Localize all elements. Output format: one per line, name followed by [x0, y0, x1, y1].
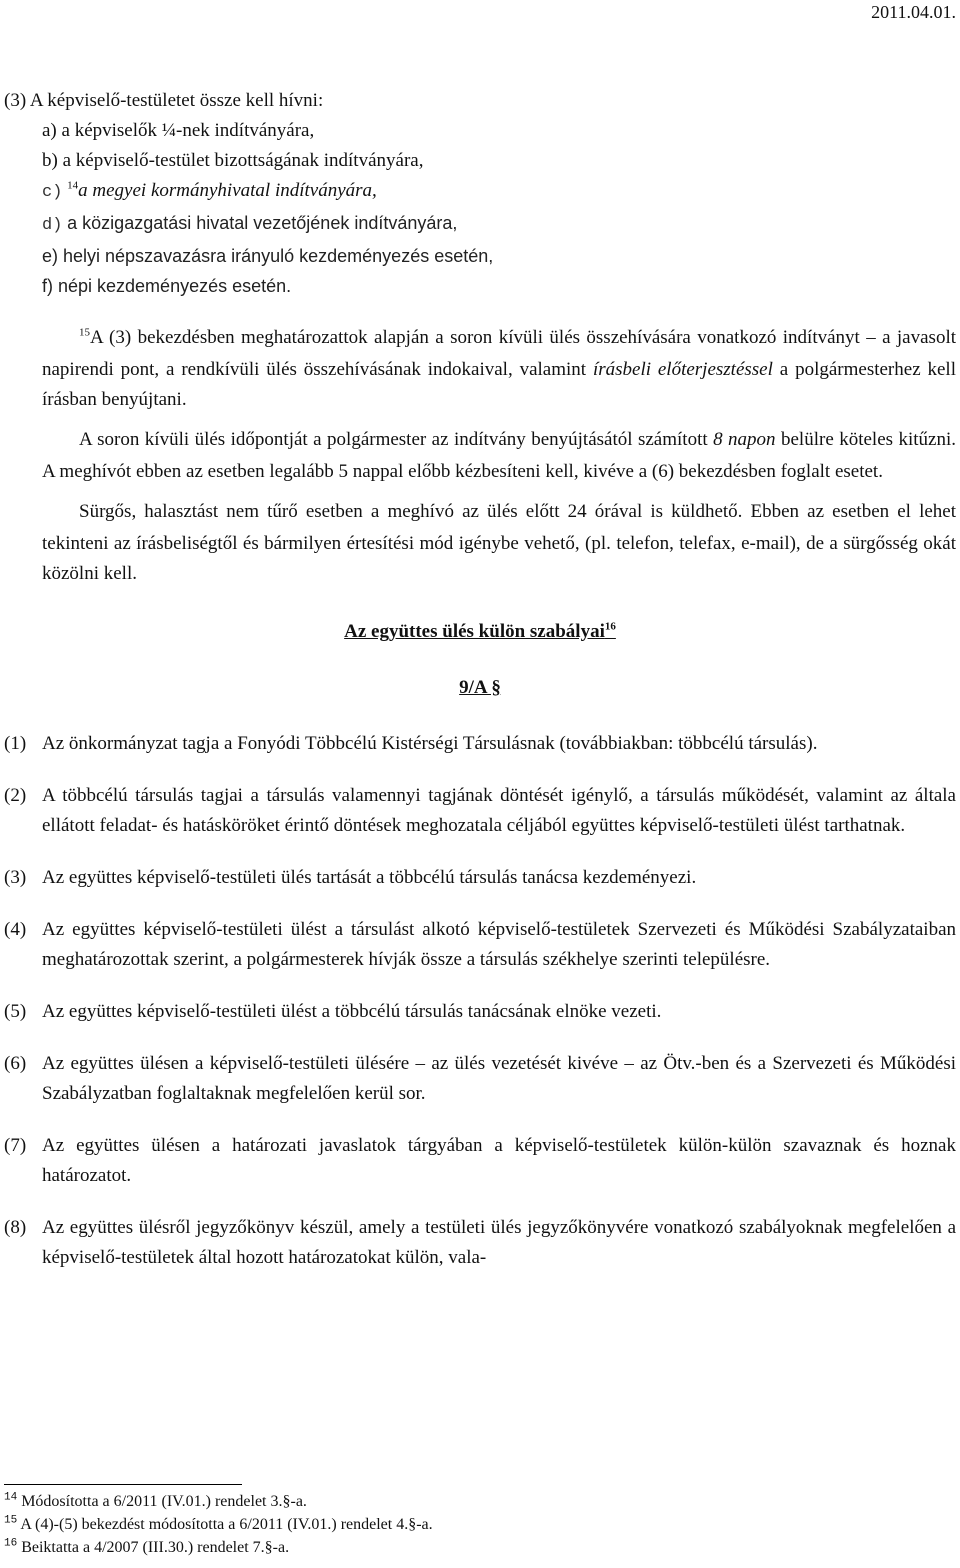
footnote-ref-15: 15 — [79, 326, 90, 339]
footnote-separator — [4, 1484, 242, 1485]
paragraph-5-number — [4, 427, 79, 457]
paragraph-4 — [4, 323, 956, 415]
section-para-5-number: (5) — [4, 1001, 27, 1022]
item-a: a) a képviselők ¼-nek indítványára, — [42, 120, 315, 141]
footnote-14 — [4, 1490, 433, 1513]
section-para-6 — [4, 1049, 956, 1109]
paragraph-3 — [4, 86, 956, 301]
section-para-5 — [4, 997, 956, 1027]
footnote-ref-14: 14 — [67, 179, 79, 192]
section-para-8 — [4, 1213, 956, 1273]
section-para-3 — [4, 863, 956, 893]
item-e: e) helyi népszavazásra irányuló kezdeményezés esetén, — [42, 246, 494, 266]
item-c — [4, 176, 956, 208]
paragraph-6-text: Sürgős, halasztást nem tűrő esetben a meghívó az ülés előtt 24 órával is küldhető. Ebben az esetben el lehet tekinteni az írásbeliségtől és bármilyen értesítési mód igénybe vehető, (pl. telefon, telefax, e-mail), de a sürgősség okát közölni kell. — [42, 501, 956, 584]
item-c-label: c) — [42, 183, 63, 202]
item-c-text: a megyei kormányhivatal indítványára, — [78, 180, 377, 201]
footnote-16-text: Beiktatta a 4/2007 (III.30.) rendelet 7.§-a. — [21, 1539, 290, 1556]
section-para-3-text: Az együttes képviselő-testületi ülés tartását a többcélú társulás tanácsa kezdeményezi. — [42, 867, 697, 888]
footnote-15-text: A (4)-(5) bekezdést módosította a 6/2011 (IV.01.) rendelet 4.§-a. — [20, 1516, 433, 1533]
section-para-7-number: (7) — [4, 1135, 27, 1156]
item-d-label: d) — [42, 216, 63, 235]
paragraph-5 — [4, 425, 956, 487]
footnote-15 — [4, 1513, 433, 1536]
section-para-6-number: (6) — [4, 1053, 27, 1074]
document-body — [4, 86, 956, 1273]
footnotes — [4, 1490, 433, 1559]
section-para-1-text: Az önkormányzat tagja a Fonyódi Többcélú Kistérségi Társulásnak (továbbiakban: többcélú társulás). — [42, 733, 818, 754]
section-para-7 — [4, 1131, 956, 1191]
section-para-7-text: Az együttes ülésen a határozati javaslatok tárgyában a képviselő-testületek külön-külön szavaznak és hoznak határozatot. — [42, 1135, 956, 1186]
section-para-2 — [4, 781, 956, 841]
section-para-3-number: (3) — [4, 867, 27, 888]
footnote-15-number: 15 — [4, 1514, 18, 1527]
item-d-text: a közigazgatási hivatal vezetőjének indítványára, — [67, 213, 458, 233]
section-para-2-number: (2) — [4, 785, 27, 806]
item-f: f) népi kezdeményezés esetén. — [42, 276, 292, 296]
section-para-1-number: (1) — [4, 733, 27, 754]
paragraph-5-emphasis: 8 napon — [713, 429, 776, 450]
section-para-8-number: (8) — [4, 1217, 27, 1238]
paragraph-5-text-2: belülre köteles kitűzni. A meghívót ebben az esetben legalább 5 nappal előbb kézbesíteni kell, kivéve a (6) bekezdésben foglalt esetet. — [42, 429, 956, 482]
paragraph-5-text-1: A soron kívüli ülés időpontját a polgármester az indítvány benyújtásától számított — [79, 429, 714, 450]
paragraph-4-text-2: a polgármesterhez kell írásban benyújtani. — [42, 359, 956, 410]
section-para-4-text: Az együttes képviselő-testületi ülést a társulást alkotó képviselő-testületek Szervezeti és Működési Szabályzataiban meghatározottak szerint, a polgármesterek hívják össze a társulás székhelye szerinti településre. — [42, 919, 956, 970]
page-date: 2011.04.01. — [871, 2, 956, 22]
footnote-16-number: 16 — [4, 1537, 18, 1550]
footnote-14-number: 14 — [4, 1491, 18, 1504]
footnote-ref-16: 16 — [604, 620, 616, 633]
section-para-5-text: Az együttes képviselő-testületi ülést a többcélú társulás tanácsának elnöke vezeti. — [42, 1001, 662, 1022]
item-d — [4, 208, 956, 241]
paragraph-4-emphasis: írásbeli előterjesztéssel — [592, 359, 773, 380]
section-number: 9/A § — [459, 677, 501, 698]
footnote-14-text: Módosította a 6/2011 (IV.01.) rendelet 3.§-a. — [21, 1493, 307, 1510]
paragraph-4-text-1: A (3) bekezdésben meghatározattok alapján a soron kívüli ülés összehívására vonatkozó indítványt – a javasolt napirendi pont, a rendkívüli ülés összehívásának indokaival, valamint — [42, 327, 956, 380]
section-para-2-text: A többcélú társulás tagjai a társulás valamennyi tagjának döntését igénylő, a társulás működését, valamint az általa ellátott feladat- és hatásköröket érintő döntések meghozatala céljából együttes képviselő-testületi ülést tarthatnak. — [42, 785, 956, 836]
section-heading-text: Az együttes ülés külön szabályai — [344, 621, 605, 642]
section-para-6-text: Az együttes ülésen a képviselő-testületi ülésére – az ülés vezetését kivéve – az Ötv.-ben és a Szervezeti és Működési Szabályzatban foglaltaknak megfelelően kerül sor. — [42, 1053, 956, 1104]
item-b: b) a képviselő-testület bizottságának indítványára, — [42, 150, 424, 171]
section-heading — [4, 617, 956, 647]
paragraph-4-number — [4, 325, 79, 355]
section-para-4-number: (4) — [4, 919, 27, 940]
section-para-1 — [4, 729, 956, 759]
footnote-16 — [4, 1536, 433, 1559]
paragraph-6 — [4, 497, 956, 589]
section-para-4 — [4, 915, 956, 975]
paragraph-6-number — [4, 499, 79, 529]
section-para-8-text: Az együttes ülésről jegyzőkönyv készül, amely a testületi ülés jegyzőkönyvére vonatkozó szabályoknak megfelelően a képviselő-testületek által hozott határozatokat külön, vala- — [42, 1217, 956, 1268]
paragraph-3-intro: (3) A képviselő-testületet össze kell hívni: — [4, 90, 324, 111]
